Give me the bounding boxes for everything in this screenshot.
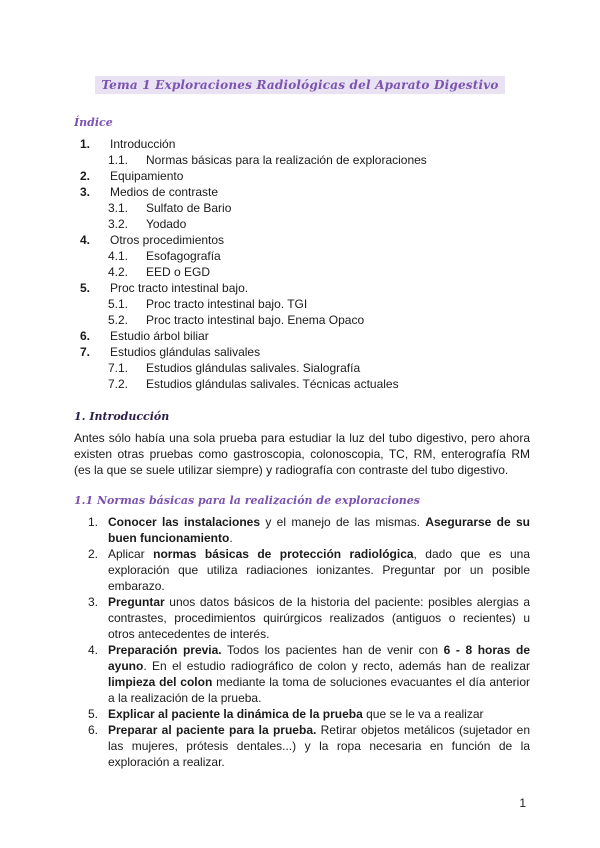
rule-bold-text: Conocer las instalaciones [108,515,261,529]
rule-item [88,722,530,770]
section-1-paragraph: Antes sólo había una sola prueba para estudiar la luz del tubo digestivo, pero ahora existen otras pruebas como gastroscopia, colonoscopia, TC, RM, enterografía RM (es la que se suele utilizar siempre) y radiografía con contraste del tubo digestivo. [74,431,530,477]
toc-item [74,232,534,248]
toc-item [74,152,534,168]
toc-item [74,200,534,216]
toc-item [74,376,534,392]
rules-list [88,514,530,770]
toc-item [74,136,534,152]
rule-text: . [229,531,233,545]
rule-text: . En el estudio radiográfico de colon y recto, además han de realizar [143,659,530,673]
rule-bold-text: Preparar al paciente para la prueba. [108,723,317,737]
title-wrap [0,76,600,94]
toc-item [74,184,534,200]
toc-item-number: 4. [80,233,91,247]
toc-item [74,248,534,264]
toc-item-label: Sulfato de Bario [146,201,232,215]
toc-item-label: Normas básicas para la realización de exploraciones [146,153,427,167]
rule-item [88,594,530,642]
section-1-heading: 1. Introducción [74,410,170,423]
toc-item-label: Estudios glándulas salivales [110,345,261,359]
toc-item-label: Introducción [110,137,176,151]
rule-text: , dado que es una exploración que utiliza radiaciones ionizantes. Preguntar por un posible embarazo. [108,547,530,593]
rule-number: 3. [88,595,99,609]
rule-text: Todos los pacientes han de venir con [221,643,444,657]
toc-item-number: 1. [80,137,91,151]
toc-item-number: 7.1. [108,361,129,375]
toc-item-number: 3. [80,185,91,199]
rule-item [88,514,530,546]
toc-item-number: 2. [80,169,91,183]
toc-item-number: 7.2. [108,377,129,391]
toc-item-label: Estudios glándulas salivales. Sialografía [146,361,361,375]
rule-text: Retirar objetos metálicos (sujetador en las mujeres, prótesis dentales...) y la ropa necesaria en función de la exploración a realizar. [108,723,530,769]
toc-item [74,264,534,280]
toc-item-number: 5.2. [108,313,129,327]
rule-item [88,706,530,722]
rule-number: 4. [88,643,99,657]
rule-bold-text: Preguntar [108,595,165,609]
rule-number: 2. [88,547,99,561]
index-heading: Índice [74,116,113,129]
rule-item [88,546,530,594]
section-1-1-heading: 1.1 Normas básicas para la realización de exploraciones [74,494,420,507]
toc-item-label: Proc tracto intestinal bajo. TGI [146,297,308,311]
toc-item-number: 4.2. [108,265,129,279]
rule-text: Aplicar [108,547,154,561]
rule-item [88,642,530,706]
toc-item-number: 7. [80,345,91,359]
toc-item-label: Proc tracto intestinal bajo. Enema Opaco [146,313,365,327]
rule-text: mediante la toma de soluciones evacuantes el día anterior a la realización de la prueba. [108,675,531,705]
toc-item-label: Estudios glándulas salivales. Técnicas actuales [146,377,399,391]
toc-item-number: 5. [80,281,91,295]
toc-item-number: 3.2. [108,217,129,231]
toc-item [74,312,534,328]
toc-item-number: 1.1. [108,153,129,167]
rule-text: unos datos básicos de la historia del paciente: posibles alergias a contrastes, procedimientos quirúrgicos realizados (antiguos o recientes) u otros antecedentes de interés. [108,595,530,641]
rule-bold-text: Asegurarse de su buen funcionamiento [108,515,530,545]
toc-item-number: 4.1. [108,249,129,263]
document-title: Tema 1 Exploraciones Radiológicas del Aparato Digestivo [95,76,504,94]
toc-item-label: Yodado [146,217,187,231]
toc-item [74,280,534,296]
rule-bold-text: Explicar al paciente la dinámica de la prueba [108,707,363,721]
toc-item-label: Proc tracto intestinal bajo. [110,281,249,295]
toc-item [74,216,534,232]
toc-item [74,296,534,312]
rule-bold-text: limpieza del colon [108,675,213,689]
table-of-contents [74,136,534,392]
toc-item-number: 5.1. [108,297,129,311]
toc-item [74,344,534,360]
toc-item-label: Medios de contraste [110,185,219,199]
toc-item [74,328,534,344]
rule-number: 6. [88,723,99,737]
toc-item-number: 3.1. [108,201,129,215]
toc-item-label: Equipamiento [110,169,184,183]
toc-item-label: Estudio árbol biliar [110,329,209,343]
rule-number: 5. [88,707,99,721]
toc-item-label: Esofagografía [146,249,221,263]
rule-text: y el manejo de las mismas. [260,515,426,529]
rule-text: que se le va a realizar [362,707,484,721]
toc-item [74,360,534,376]
toc-item-label: EED o EGD [146,265,211,279]
toc-item-label: Otros procedimientos [110,233,225,247]
page-number: 1 [519,796,526,810]
rule-bold-text: normas básicas de protección radiológica [153,547,414,561]
toc-item [74,168,534,184]
rule-bold-text: Preparación previa. [108,643,222,657]
toc-item-number: 6. [80,329,91,343]
rule-number: 1. [88,515,99,529]
rule-bold-text: 6 - 8 horas de ayuno [108,643,530,673]
